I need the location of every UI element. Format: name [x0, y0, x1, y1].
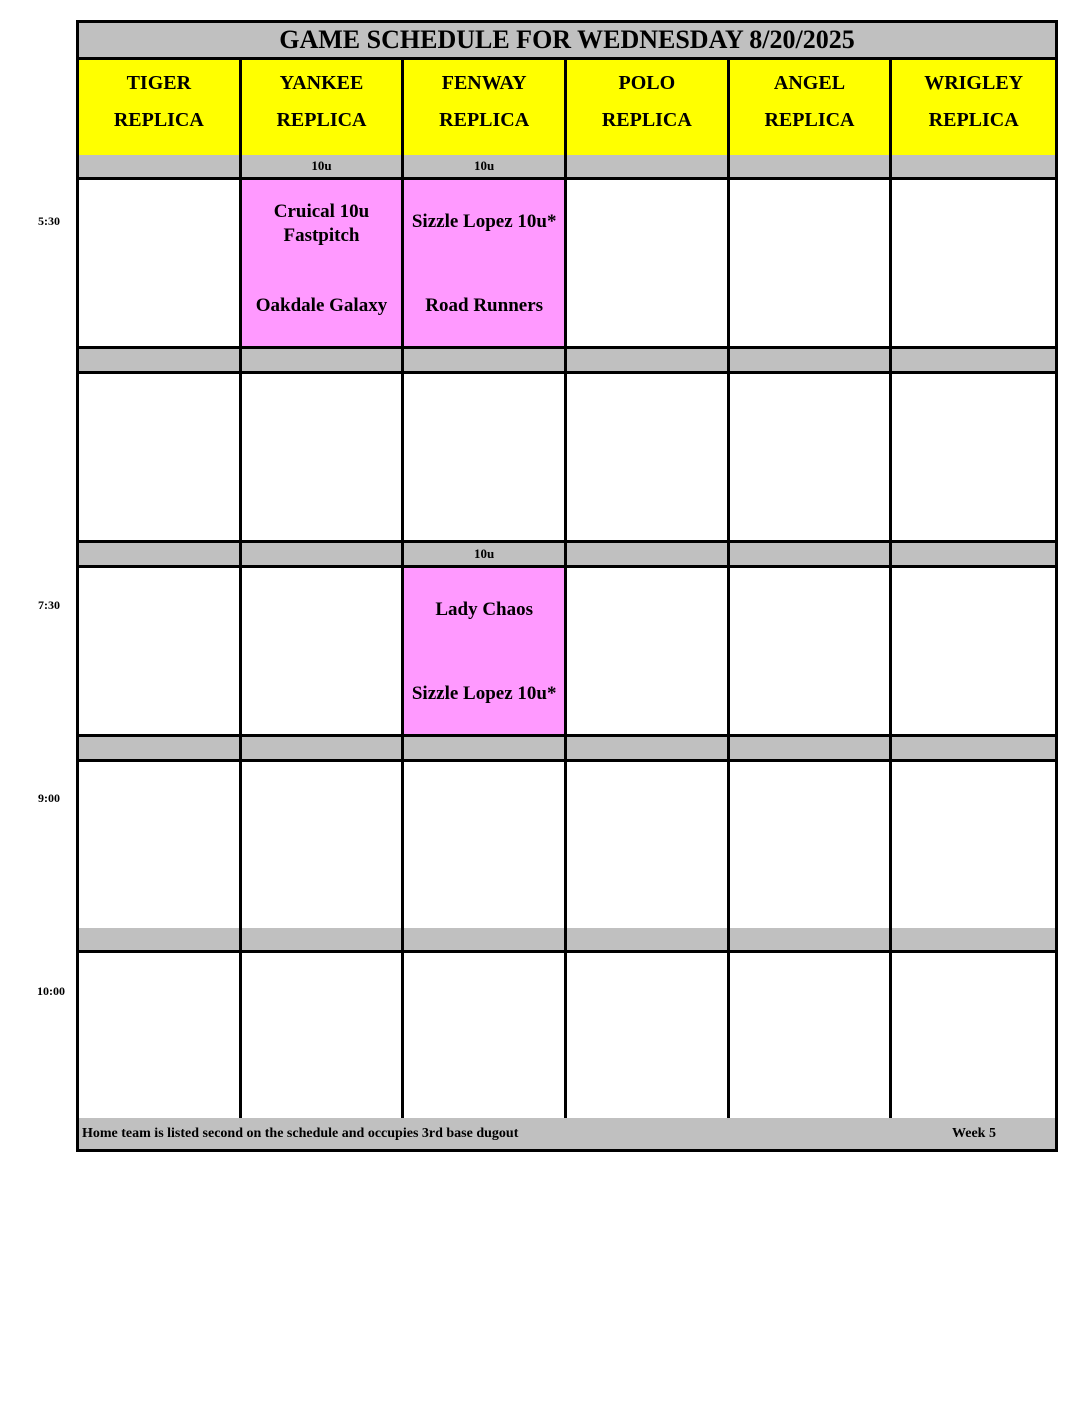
division-strip-slot-3: [79, 543, 1055, 568]
division-label: [242, 737, 405, 759]
empty-game-cell: [79, 180, 242, 346]
empty-game-cell: [79, 374, 242, 540]
division-label: [892, 543, 1055, 565]
game-row-slot-5: [79, 953, 1055, 1122]
division-label: [892, 155, 1055, 177]
field-subtitle: REPLICA: [439, 109, 530, 131]
empty-game-cell: [730, 762, 893, 928]
field-header-tiger: [79, 60, 242, 155]
field-header-polo: [567, 60, 730, 155]
empty-game-cell: [404, 374, 567, 540]
away-team: Cruical 10u Fastpitch: [273, 201, 370, 246]
empty-game-cell: [892, 762, 1055, 928]
away-team: Sizzle Lopez 10u*: [411, 211, 557, 232]
empty-game-cell: [567, 568, 730, 734]
division-label: [567, 737, 730, 759]
division-label: [730, 155, 893, 177]
division-label: [567, 928, 730, 950]
field-name: POLO: [618, 72, 676, 94]
field-subtitle: REPLICA: [764, 109, 855, 131]
division-label: [567, 543, 730, 565]
empty-game-cell: [242, 953, 405, 1119]
field-header-wrigley: [892, 60, 1055, 155]
division-label: [404, 349, 567, 371]
empty-game-cell: [567, 762, 730, 928]
division-label: [567, 349, 730, 371]
game-row-slot-2: [79, 374, 1055, 543]
schedule-title: GAME SCHEDULE FOR WEDNESDAY 8/20/2025: [79, 23, 1055, 60]
empty-game-cell: [730, 180, 893, 346]
division-label: [730, 543, 893, 565]
division-strip-slot-4: [79, 737, 1055, 762]
game-row-slot-1: [79, 180, 1055, 349]
division-label: [242, 349, 405, 371]
time-column: [0, 0, 76, 1200]
time-label-slot-3: 7:30: [38, 598, 60, 612]
empty-game-cell: [892, 180, 1055, 346]
home-team: Sizzle Lopez 10u*: [411, 683, 557, 704]
time-label-slot-4: 9:00: [38, 791, 60, 805]
schedule-footer: [79, 1118, 1055, 1149]
empty-game-cell: [567, 374, 730, 540]
division-label: 10u: [404, 543, 567, 565]
empty-game-cell: [79, 762, 242, 928]
field-subtitle: REPLICA: [601, 109, 692, 131]
schedule-table: [76, 20, 1058, 1152]
field-name: YANKEE: [279, 72, 364, 94]
empty-game-cell: [79, 568, 242, 734]
empty-game-cell: [242, 374, 405, 540]
empty-game-cell: [567, 953, 730, 1119]
time-label-slot-5: 10:00: [37, 984, 65, 998]
division-strip-slot-5: [79, 928, 1055, 953]
away-team: Lady Chaos: [435, 599, 533, 620]
empty-game-cell: [892, 953, 1055, 1119]
empty-game-cell: [892, 568, 1055, 734]
division-label: [79, 155, 242, 177]
empty-game-cell: [730, 568, 893, 734]
home-team: Road Runners: [425, 295, 544, 316]
field-header-yankee: [242, 60, 405, 155]
division-label: [892, 928, 1055, 950]
division-label: [730, 349, 893, 371]
division-label: [242, 543, 405, 565]
empty-game-cell: [242, 568, 405, 734]
empty-game-cell: [730, 953, 893, 1119]
game-cell: [404, 180, 567, 346]
field-subtitle: REPLICA: [276, 109, 367, 131]
division-label: [79, 543, 242, 565]
division-label: [79, 349, 242, 371]
empty-game-cell: [567, 180, 730, 346]
game-row-slot-4: [79, 762, 1055, 931]
field-header-row: [79, 60, 1055, 158]
division-strip-slot-1: [79, 155, 1055, 180]
field-name: TIGER: [126, 72, 192, 94]
field-name: WRIGLEY: [924, 72, 1024, 94]
home-team: Oakdale Galaxy: [255, 295, 388, 316]
empty-game-cell: [242, 762, 405, 928]
game-cell: [242, 180, 405, 346]
field-header-fenway: [404, 60, 567, 155]
game-row-slot-3: [79, 568, 1055, 737]
division-label: [404, 928, 567, 950]
empty-game-cell: [892, 374, 1055, 540]
field-name: FENWAY: [441, 72, 527, 94]
division-label: [892, 349, 1055, 371]
division-label: [567, 155, 730, 177]
home-team-note: Home team is listed second on the schedule and occupies 3rd base dugout: [82, 1126, 519, 1141]
division-strip-slot-2: [79, 349, 1055, 374]
division-label: 10u: [242, 155, 405, 177]
time-label-slot-1: 5:30: [38, 214, 60, 228]
division-label: 10u: [404, 155, 567, 177]
field-header-angel: [730, 60, 893, 155]
division-label: [892, 737, 1055, 759]
empty-game-cell: [404, 953, 567, 1119]
game-cell: [404, 568, 567, 734]
empty-game-cell: [730, 374, 893, 540]
division-label: [404, 737, 567, 759]
field-subtitle: REPLICA: [928, 109, 1019, 131]
empty-game-cell: [404, 762, 567, 928]
division-label: [242, 928, 405, 950]
division-label: [79, 928, 242, 950]
empty-game-cell: [79, 953, 242, 1119]
division-label: [79, 737, 242, 759]
division-label: [730, 928, 893, 950]
week-label: Week 5: [952, 1126, 996, 1141]
field-subtitle: REPLICA: [113, 109, 204, 131]
field-name: ANGEL: [773, 72, 846, 94]
division-label: [730, 737, 893, 759]
